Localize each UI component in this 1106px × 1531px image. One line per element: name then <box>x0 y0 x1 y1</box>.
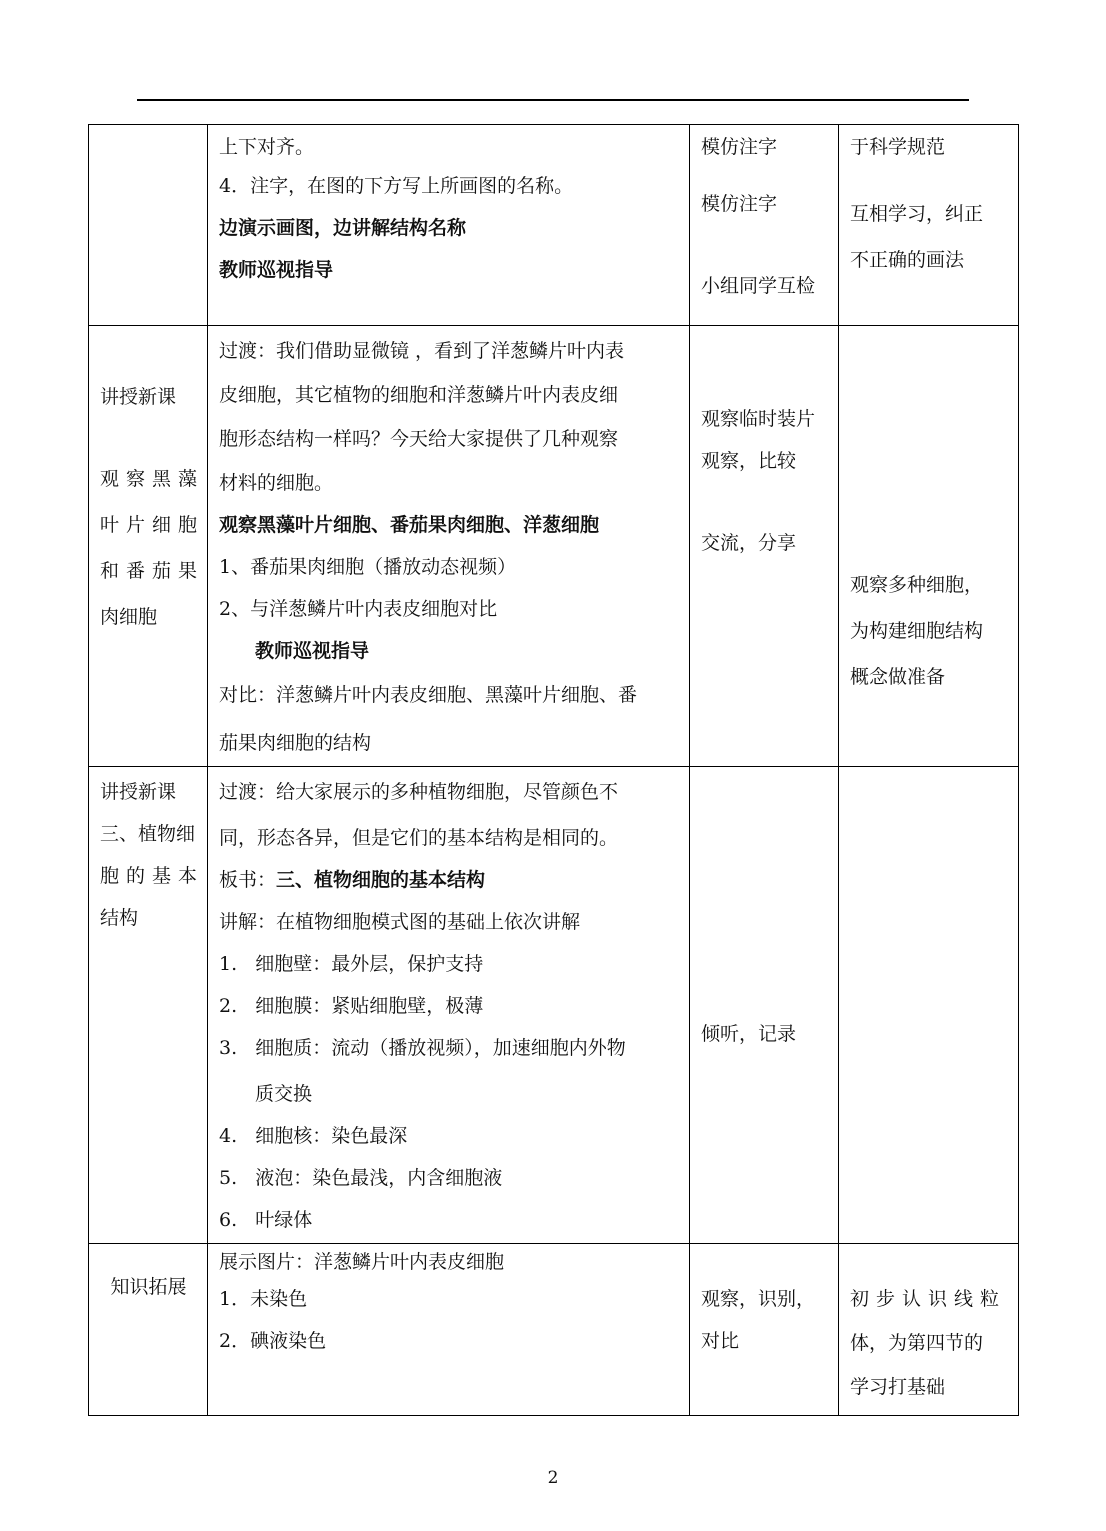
text-line: 同，形态各异，但是它们的基本结构是相同的。 <box>219 827 619 849</box>
text-line: 结构 <box>100 907 139 929</box>
stage-cell <box>89 326 208 767</box>
text-line: 对比 <box>701 1330 740 1352</box>
text-line: 观察，识别， <box>701 1288 816 1310</box>
text-line: 2、与洋葱鳞片叶内表皮细胞对比 <box>219 598 498 620</box>
text-line: 展示图片：洋葱鳞片叶内表皮细胞 <box>219 1251 505 1273</box>
text-line: 为构建细胞结构 <box>850 620 984 642</box>
list-item: 2．碘液染色 <box>219 1330 327 1352</box>
teacher-activity-cell <box>208 326 690 767</box>
list-item: 质交换 <box>255 1083 313 1105</box>
text-line: 观察多种细胞， <box>850 574 984 596</box>
list-item: 5. 液泡：染色最浅，内含细胞液 <box>219 1167 503 1189</box>
text-line: 对比：洋葱鳞片叶内表皮细胞、黑藻叶片细胞、番 <box>219 684 638 706</box>
header-rule <box>137 99 969 101</box>
text-line: 讲授新课 <box>100 781 177 803</box>
table-row <box>89 326 1019 767</box>
teacher-activity-cell <box>208 1244 690 1416</box>
table-row <box>89 125 1019 326</box>
text-line: 倾听，记录 <box>701 1023 797 1045</box>
text-line: 材料的细胞。 <box>219 472 334 494</box>
text-line: 讲解：在植物细胞模式图的基础上依次讲解 <box>219 911 581 933</box>
text-line: 小组同学互检 <box>701 275 816 297</box>
text-line: 观察黑藻 <box>100 468 205 490</box>
text-line: 胞形态结构一样吗？今天给大家提供了几种观察 <box>219 428 619 450</box>
list-item: 4. 细胞核：染色最深 <box>219 1125 408 1147</box>
text-line: 4．注字，在图的下方写上所画图的名称。 <box>219 175 574 197</box>
text-line: 茄果肉细胞的结构 <box>219 732 372 754</box>
board-label: 板书： <box>219 869 277 891</box>
list-item: 3. 细胞质：流动（播放视频），加速细胞内外物 <box>219 1037 626 1059</box>
design-intent-cell <box>839 125 1019 326</box>
text-line: 胞的基本 <box>100 865 205 887</box>
list-item: 1. 细胞壁：最外层，保护支持 <box>219 953 484 975</box>
list-item: 6. 叶绿体 <box>219 1209 313 1231</box>
text-line: 体，为第四节的 <box>850 1332 984 1354</box>
text-line: 观察，比较 <box>701 450 797 472</box>
stage-cell <box>89 767 208 1244</box>
text-line: 1、番茄果肉细胞（播放动态视频） <box>219 556 517 578</box>
board-heading: 三、植物细胞的基本结构 <box>276 869 486 891</box>
text-line: 叶片细胞 <box>100 514 205 536</box>
student-activity-cell <box>690 1244 839 1416</box>
board-line <box>219 859 679 901</box>
design-intent-cell <box>839 326 1019 767</box>
list-item: 2. 细胞膜：紧贴细胞壁，极薄 <box>219 995 484 1017</box>
text-line: 肉细胞 <box>100 606 158 628</box>
text-line: 不正确的画法 <box>850 249 965 271</box>
lesson-plan-table <box>88 124 1019 1416</box>
text-line: 学习打基础 <box>850 1376 946 1398</box>
list-item: 1．未染色 <box>219 1288 308 1310</box>
student-activity-cell <box>690 767 839 1244</box>
student-activity-cell <box>690 326 839 767</box>
student-activity-cell <box>690 125 839 326</box>
teacher-activity-cell <box>208 125 690 326</box>
text-line: 和番茄果 <box>100 560 205 582</box>
text-line: 教师巡视指导 <box>219 259 334 281</box>
text-line: 过渡：我们借助显微镜 ，看到了洋葱鳞片叶内表 <box>219 340 625 362</box>
text-line: 模仿注字 <box>701 136 778 158</box>
text-line: 于科学规范 <box>850 136 946 158</box>
table-row <box>89 767 1019 1244</box>
text-line: 三、植物细 <box>100 823 196 845</box>
text-line: 模仿注字 <box>701 193 778 215</box>
teacher-activity-cell <box>208 767 690 1244</box>
design-intent-cell <box>839 767 1019 1244</box>
text-line: 教师巡视指导 <box>255 640 370 662</box>
text-line: 观察黑藻叶片细胞、番茄果肉细胞、洋葱细胞 <box>219 514 600 536</box>
stage-cell <box>89 1244 208 1416</box>
text-line: 概念做准备 <box>850 666 946 688</box>
text-line: 过渡：给大家展示的多种植物细胞，尽管颜色不 <box>219 781 619 803</box>
table-row <box>89 1244 1019 1416</box>
text-line: 交流，分享 <box>701 532 797 554</box>
text-line: 讲授新课 <box>100 386 177 408</box>
page-number: 2 <box>547 1468 559 1488</box>
text-line: 互相学习，纠正 <box>850 203 984 225</box>
text-line: 初步认识线粒 <box>850 1288 1007 1310</box>
design-intent-cell <box>839 1244 1019 1416</box>
text-line: 观察临时装片 <box>701 408 816 430</box>
text-line: 皮细胞，其它植物的细胞和洋葱鳞片叶内表皮细 <box>219 384 619 406</box>
text-line: 边演示画图，边讲解结构名称 <box>219 217 467 239</box>
text-line: 知识拓展 <box>110 1276 187 1298</box>
text-line: 上下对齐。 <box>219 136 315 158</box>
stage-cell <box>89 125 208 326</box>
